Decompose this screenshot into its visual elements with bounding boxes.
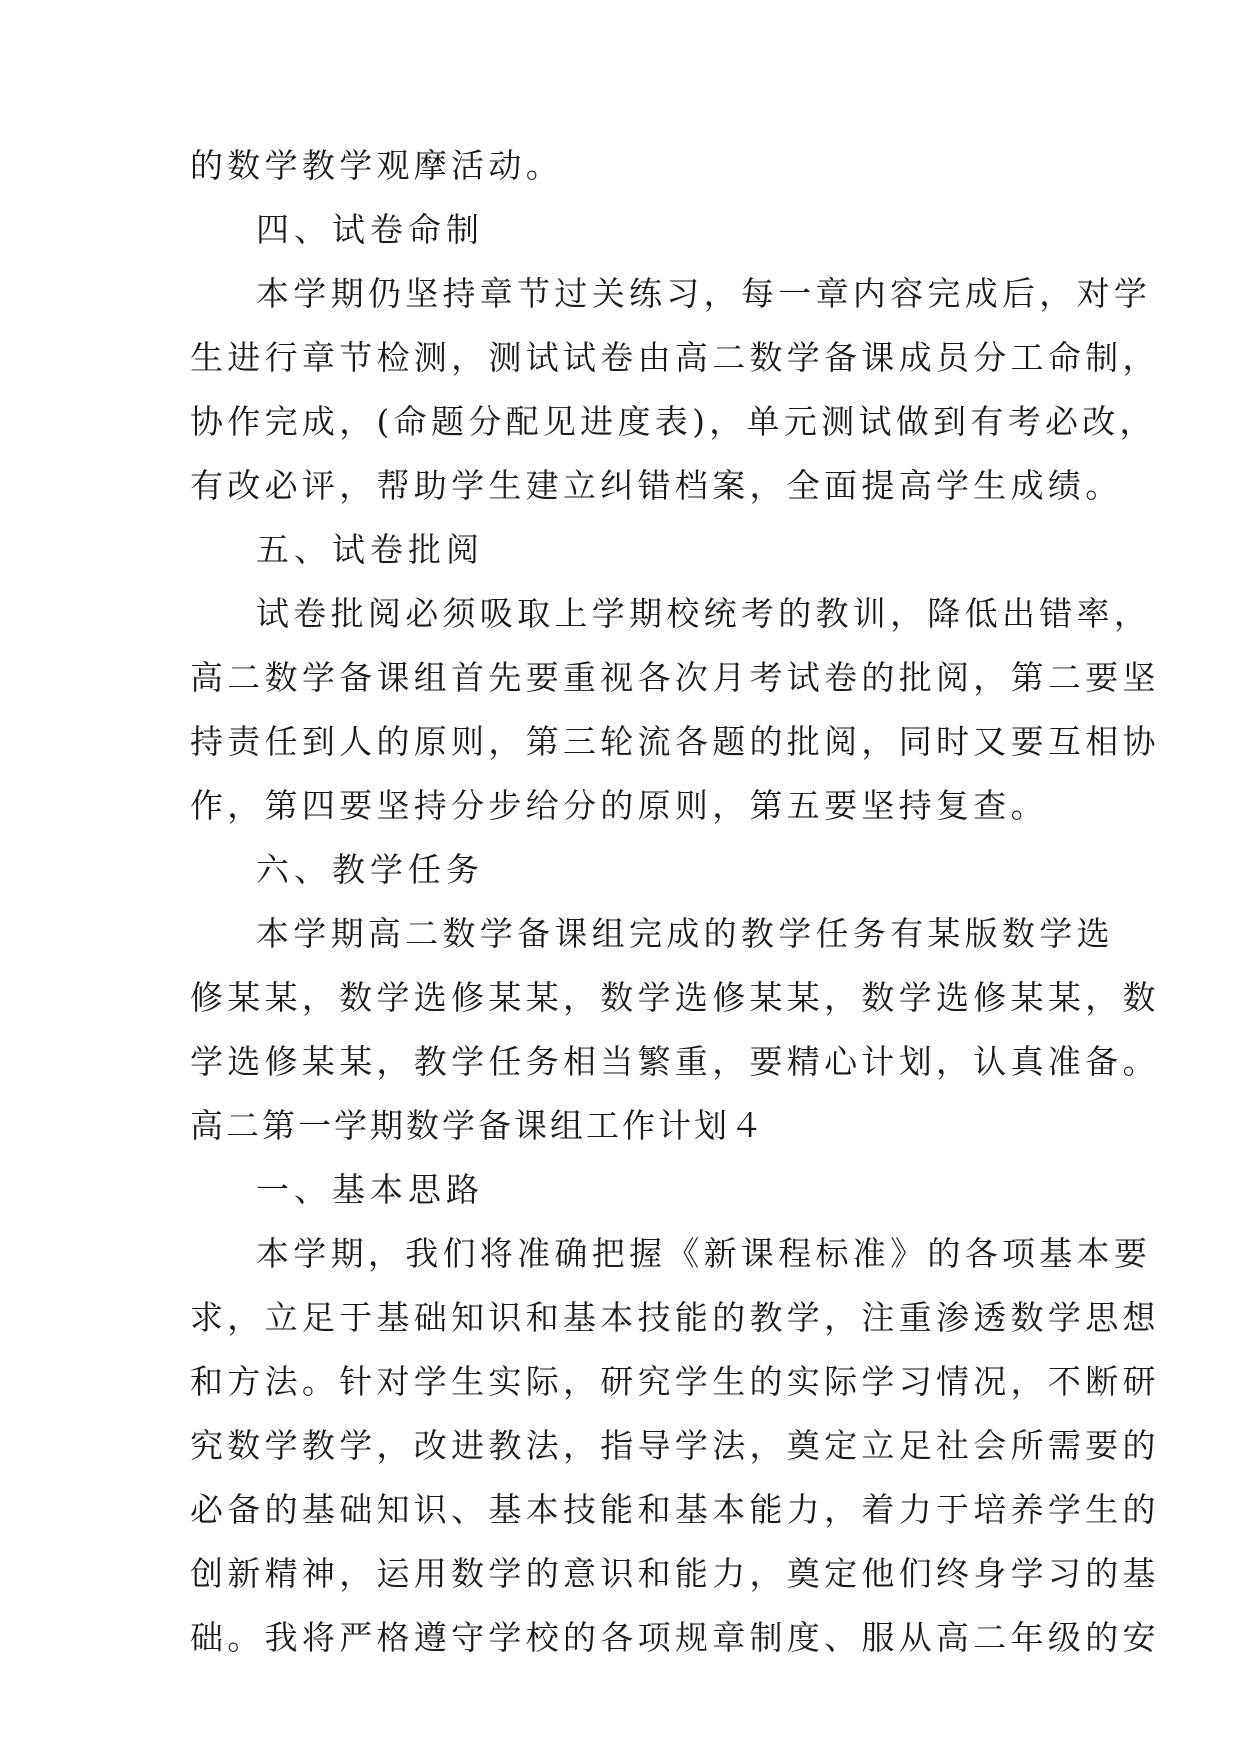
body-text-line: 持责任到人的原则，第三轮流各题的批阅，同时又要互相协: [190, 722, 1160, 761]
body-text-line: 必备的基础知识、基本技能和基本能力，着力于培养学生的: [190, 1490, 1160, 1529]
body-text-line: 本学期仍坚持章节过关练习，每一章内容完成后，对学: [256, 274, 1152, 313]
body-text-line: 协作完成，(命题分配见进度表)，单元测试做到有考必改，: [190, 402, 1157, 441]
body-text-line: 修某某，数学选修某某，数学选修某某，数学选修某某，数: [190, 978, 1160, 1017]
section-heading-exam-paper-setting: 四、试卷命制: [256, 210, 484, 249]
body-text-line: 试卷批阅必须吸取上学期校统考的教训，降低出错率，: [256, 594, 1152, 633]
plan-title: 高二第一学期数学备课组工作计划４: [190, 1106, 766, 1145]
body-text-line: 高二数学备课组首先要重视各次月考试卷的批阅，第二要坚: [190, 658, 1160, 697]
body-text-line: 究数学教学，改进教法，指导学法，奠定立足社会所需要的: [190, 1426, 1160, 1465]
body-text-line: 本学期，我们将准确把握《新课程标准》的各项基本要: [256, 1234, 1152, 1273]
body-text-line: 础。我将严格遵守学校的各项规章制度、服从高二年级的安: [190, 1618, 1160, 1657]
body-text-line: 的数学教学观摩活动。: [190, 146, 563, 185]
body-text-line: 创新精神，运用数学的意识和能力，奠定他们终身学习的基: [190, 1554, 1160, 1593]
body-text-line: 生进行章节检测，测试试卷由高二数学备课成员分工命制，: [190, 338, 1160, 377]
body-text-line: 作，第四要坚持分步给分的原则，第五要坚持复查。: [190, 786, 1048, 825]
section-heading-teaching-tasks: 六、教学任务: [256, 850, 484, 889]
body-text-line: 和方法。针对学生实际，研究学生的实际学习情况，不断研: [190, 1362, 1160, 1401]
body-text-line: 求，立足于基础知识和基本技能的教学，注重渗透数学思想: [190, 1298, 1160, 1337]
section-heading-basic-approach: 一、基本思路: [256, 1170, 484, 1209]
body-text-line: 有改必评，帮助学生建立纠错档案，全面提高学生成绩。: [190, 466, 1123, 505]
body-text-line: 学选修某某，教学任务相当繁重，要精心计划，认真准备。: [190, 1042, 1160, 1081]
section-heading-exam-grading: 五、试卷批阅: [256, 530, 484, 569]
body-text-line: 本学期高二数学备课组完成的教学任务有某版数学选: [256, 914, 1114, 953]
